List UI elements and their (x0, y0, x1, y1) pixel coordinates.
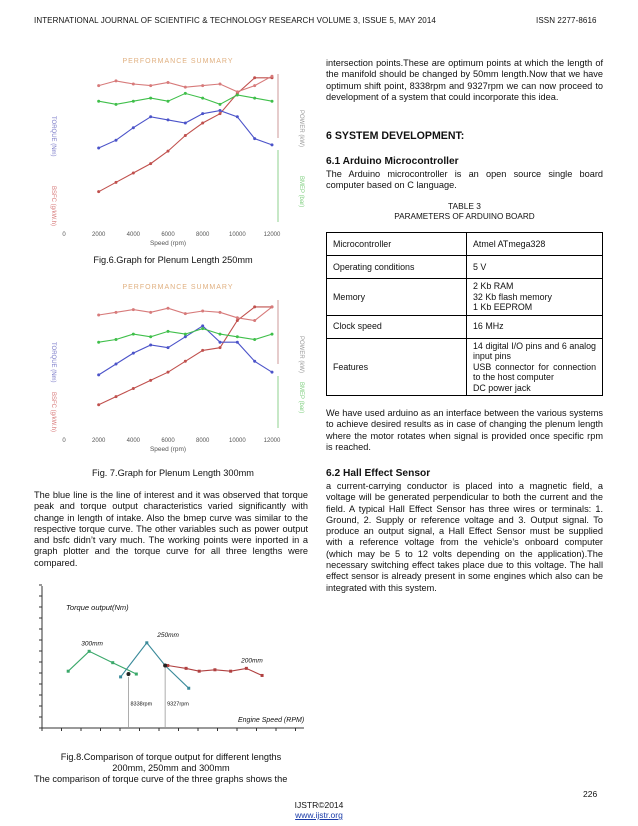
torque-series-point (88, 650, 91, 653)
x-tick-label: 2000 (91, 438, 106, 444)
shift-9327-label: 9327rpm (167, 701, 189, 708)
torque-series-point (213, 668, 216, 671)
bmep-series-point (115, 338, 118, 341)
bmep-series-point (253, 338, 256, 341)
torque-series-point (97, 147, 100, 150)
torque-series-point (198, 670, 201, 673)
bsfc-series-point (253, 84, 256, 87)
torque-series-point (184, 335, 187, 338)
power-series-point (132, 387, 135, 390)
section-6-1-heading: 6.1 Arduino Microcontroller (326, 156, 459, 167)
power-series-line (99, 307, 272, 405)
y-axis-label-power: POWER (kW) (298, 110, 304, 147)
torque-series-point (271, 143, 274, 146)
torque-series-point (119, 675, 122, 678)
x-tick-label: 12000 (263, 232, 281, 238)
power-series-point (167, 150, 170, 153)
torque-series-point (115, 363, 118, 366)
table-key-cell: Operating conditions (327, 256, 467, 279)
bmep-series-point (184, 333, 187, 336)
table-value-cell (467, 256, 603, 279)
x-tick-label: 10000 (228, 438, 246, 444)
series-label: 250mm (157, 632, 179, 640)
bmep-series-point (236, 93, 239, 96)
bsfc-series-point (97, 84, 100, 87)
bsfc-series-point (167, 307, 170, 310)
bsfc-series-point (115, 311, 118, 314)
torque-series-point (219, 109, 222, 112)
table-value-line: DC power jack (473, 382, 531, 393)
table-title: PARAMETERS OF ARDUINO BOARD (394, 212, 535, 221)
table-value-line: 14 digital I/O pins and 6 analog input pins (473, 340, 596, 361)
table-key-cell: Features (327, 338, 467, 396)
power-series-point (184, 360, 187, 363)
arduino-usage-paragraph: We have used arduino as an interface between the various systems to achieve desired results as in case of changing the plenum length where the motor rotates when signal is provided once specific rpm is reached. (326, 408, 603, 452)
bsfc-series-point (219, 83, 222, 86)
torque-series-point (236, 341, 239, 344)
chart-title: PERFORMANCE SUMMARY (122, 284, 234, 291)
engine-speed-label: Engine Speed (RPM) (238, 717, 305, 724)
bmep-series-point (132, 333, 135, 336)
x-tick-label: 8000 (195, 438, 210, 444)
bsfc-series-point (149, 84, 152, 87)
torque-series-point (245, 667, 248, 670)
figure-6-caption: Fig.6.Graph for Plenum Length 250mm (93, 255, 253, 265)
bmep-series-point (271, 333, 274, 336)
table-row (327, 256, 603, 279)
body-paragraph: The blue line is the line of interest and it was observed that torque peak and torque output characteristics varied significantly with change in length of intake. Also the bmep curve was similar to the respective torque curve. The other variables such as power output and bsfc didn’t vary much. The working points were inported in a graph plotter and the torque curve for all three lengths were compared. (34, 490, 308, 568)
journal-link[interactable]: www.ijstr.org (295, 810, 343, 820)
y-axis-label-torque: TORQUE (Nm) (50, 342, 56, 383)
x-tick-label: 10000 (228, 232, 246, 238)
series-label: 300mm (81, 640, 103, 648)
x-tick-label: 4000 (126, 232, 141, 238)
power-series-point (167, 371, 170, 374)
torque-series-point (271, 371, 274, 374)
series-label: 200mm (241, 657, 263, 665)
torque-series-point (185, 667, 188, 670)
torque-series-point (132, 126, 135, 129)
torque-series-point (229, 670, 232, 673)
torque-series-point (97, 373, 100, 376)
table-row (327, 233, 603, 256)
bsfc-series-line (99, 76, 272, 92)
x-axis-label: Speed (rpm) (149, 240, 187, 247)
bsfc-series-point (149, 311, 152, 314)
power-series-point (253, 76, 256, 79)
table-key-cell: Clock speed (327, 315, 467, 338)
power-series-point (201, 349, 204, 352)
x-tick-label: 2000 (91, 232, 106, 238)
y-axis-label-torque: TORQUE (Nm) (50, 116, 56, 157)
torque-series-point (261, 674, 264, 677)
chart-title: PERFORMANCE SUMMARY (122, 58, 234, 65)
bsfc-series-point (236, 316, 239, 319)
power-series-point (132, 171, 135, 174)
bsfc-series-point (184, 86, 187, 89)
table-value-line: Atmel ATmega328 (473, 238, 546, 249)
torque-series-point (67, 670, 70, 673)
journal-header: INTERNATIONAL JOURNAL OF SCIENTIFIC & TECHNOLOGY RESEARCH VOLUME 3, ISSUE 5, MAY 2014 (34, 16, 436, 25)
intersection-point (163, 664, 167, 668)
body-paragraph-continued: The comparison of torque curve of the three graphs shows the (34, 774, 288, 784)
bsfc-series-point (115, 79, 118, 82)
table-value-cell (467, 338, 603, 396)
y-axis-label-power: POWER (kW) (298, 336, 304, 373)
bmep-series-point (97, 341, 100, 344)
bmep-series-point (167, 100, 170, 103)
bsfc-series-point (236, 90, 239, 93)
torque-series-point (201, 112, 204, 115)
power-series-point (149, 379, 152, 382)
power-series-point (115, 181, 118, 184)
power-series-point (219, 346, 222, 349)
bmep-series-point (236, 335, 239, 338)
torque-series-line (99, 111, 272, 148)
bmep-series-point (201, 327, 204, 330)
table-value-cell (467, 233, 603, 256)
torque-series-point (135, 673, 138, 676)
x-tick-label: 6000 (161, 232, 175, 238)
table-value-line: 2 Kb RAM (473, 281, 514, 291)
table-value-cell (467, 315, 603, 338)
power-series-point (97, 190, 100, 193)
torque-series-point (187, 687, 190, 690)
bsfc-series-point (201, 84, 204, 87)
figure-8-chart (34, 580, 308, 742)
bmep-series-point (149, 97, 152, 100)
bmep-series-point (271, 100, 274, 103)
power-series-point (115, 395, 118, 398)
figure-6-chart (46, 52, 308, 248)
bsfc-series-point (132, 308, 135, 311)
y-axis-label-bsfc: BSFC (g/kW.h) (50, 392, 56, 433)
power-series-point (201, 122, 204, 125)
torque-series-point (184, 122, 187, 125)
bmep-series-point (184, 92, 187, 95)
figure-8-caption-line2: 200mm, 250mm and 300mm (112, 763, 230, 773)
bmep-series-point (219, 103, 222, 106)
bsfc-series-point (219, 311, 222, 314)
torque-series-point (167, 346, 170, 349)
x-tick-label: 8000 (195, 232, 210, 238)
torque-label: Torque output(Nm) (66, 603, 129, 612)
torque-series-point (236, 115, 239, 118)
power-series-point (149, 162, 152, 165)
torque-series-point (132, 352, 135, 355)
page-number: 226 (583, 789, 598, 799)
power-series-point (97, 403, 100, 406)
torque-series-point (145, 641, 148, 644)
table-value-line: USB connector for connection to the host computer (473, 361, 596, 382)
footer-org: IJSTR©2014 (294, 800, 344, 810)
arduino-paragraph: The Arduino microcontroller is an open source single board computer based on C language. (326, 169, 603, 191)
bmep-series-point (167, 330, 170, 333)
bsfc-series-point (201, 309, 204, 312)
bmep-series-point (132, 100, 135, 103)
torque-series-point (219, 341, 222, 344)
x-tick-label: 12000 (263, 438, 281, 444)
torque-series-point (111, 661, 114, 664)
footer-url[interactable] (0, 810, 638, 820)
arduino-parameters-table (326, 232, 603, 396)
bmep-series-point (149, 335, 152, 338)
issn-label: ISSN 2277-8616 (536, 16, 597, 25)
table-row (327, 279, 603, 316)
y-axis-label-bmep: BMEP (bar) (298, 382, 304, 414)
x-tick-label: 6000 (161, 438, 175, 444)
table-value-line: 32 Kb flash memory (473, 291, 552, 302)
torque-series-point (253, 137, 256, 140)
x-axis-label: Speed (rpm) (149, 446, 187, 453)
bsfc-series-point (132, 83, 135, 86)
torque-series-point (149, 115, 152, 118)
bmep-series-point (253, 97, 256, 100)
hall-effect-paragraph: a current-carrying conductor is placed into a magnetic field, a voltage will be generated perpendicular to both the current and the field. A typical Hall Effect Sensor has three wires or terminals: 1. Ground, 2. Supply or reference voltage and 3. Output signal. To produce an output signal, a Hall Effect Sensor must be supplied with a reference voltage from the vehicle’s onboard computer (which may be 5 to 12 volts depending on the application).The necessary switching effect takes place due to this voltage. The hall effect sensor is already present in some engines which also can be integrated with this system. (326, 481, 603, 593)
bsfc-series-point (167, 81, 170, 84)
table-key-cell: Memory (327, 279, 467, 316)
bmep-series-point (97, 100, 100, 103)
table-row (327, 315, 603, 338)
table-row (327, 338, 603, 396)
x-tick-label: 0 (62, 232, 66, 238)
bsfc-series-point (271, 75, 274, 78)
y-axis-label-bsfc: BSFC (g/kW.h) (50, 186, 56, 227)
x-tick-label: 0 (62, 438, 66, 444)
torque-series-point (149, 343, 152, 346)
bmep-series-point (219, 333, 222, 336)
bmep-series-point (115, 103, 118, 106)
figure-8-caption-line1: Fig.8.Comparison of torque output for different lengths (60, 752, 282, 762)
table-key-cell: Microcontroller (327, 233, 467, 256)
bsfc-series-point (271, 305, 274, 308)
section-6-2-heading: 6.2 Hall Effect Sensor (326, 468, 431, 479)
torque-series-point (201, 324, 204, 327)
power-series-point (219, 112, 222, 115)
torque-series-point (167, 118, 170, 121)
bsfc-series-point (253, 319, 256, 322)
figure-7-chart (46, 278, 308, 454)
x-tick-label: 4000 (126, 438, 141, 444)
bsfc-series-point (184, 312, 187, 315)
power-series-point (253, 305, 256, 308)
power-series-point (236, 319, 239, 322)
torque-series-point (253, 360, 256, 363)
bmep-series-line (99, 93, 272, 104)
y-axis-label-bmep: BMEP (bar) (298, 176, 304, 208)
power-series-point (184, 134, 187, 137)
intersection-point (126, 672, 130, 676)
bmep-series-point (201, 97, 204, 100)
table-label: TABLE 3 (448, 201, 481, 211)
table-value-line: 5 V (473, 261, 487, 272)
table-value-line: 16 MHz (473, 321, 504, 332)
torque-series-point (115, 139, 118, 142)
bsfc-series-point (97, 314, 100, 317)
torque-series-line (121, 643, 189, 688)
shift-8338-label: 8338rpm (130, 701, 153, 708)
table-value-cell (467, 279, 603, 316)
figure-7-caption: Fig. 7.Graph for Plenum Length 300mm (92, 468, 254, 478)
table-value-line: 1 Kb EEPROM (473, 302, 533, 312)
intersection-paragraph: intersection points.These are optimum points at which the length of the manifold should be changed by 50mm length.Now that we have optimum shift point, 8338rpm and 9327rpm we can now proceed to development of a system that could incorporate this idea. (326, 58, 603, 102)
section-6-heading: 6 SYSTEM DEVELOPMENT: (326, 130, 465, 142)
